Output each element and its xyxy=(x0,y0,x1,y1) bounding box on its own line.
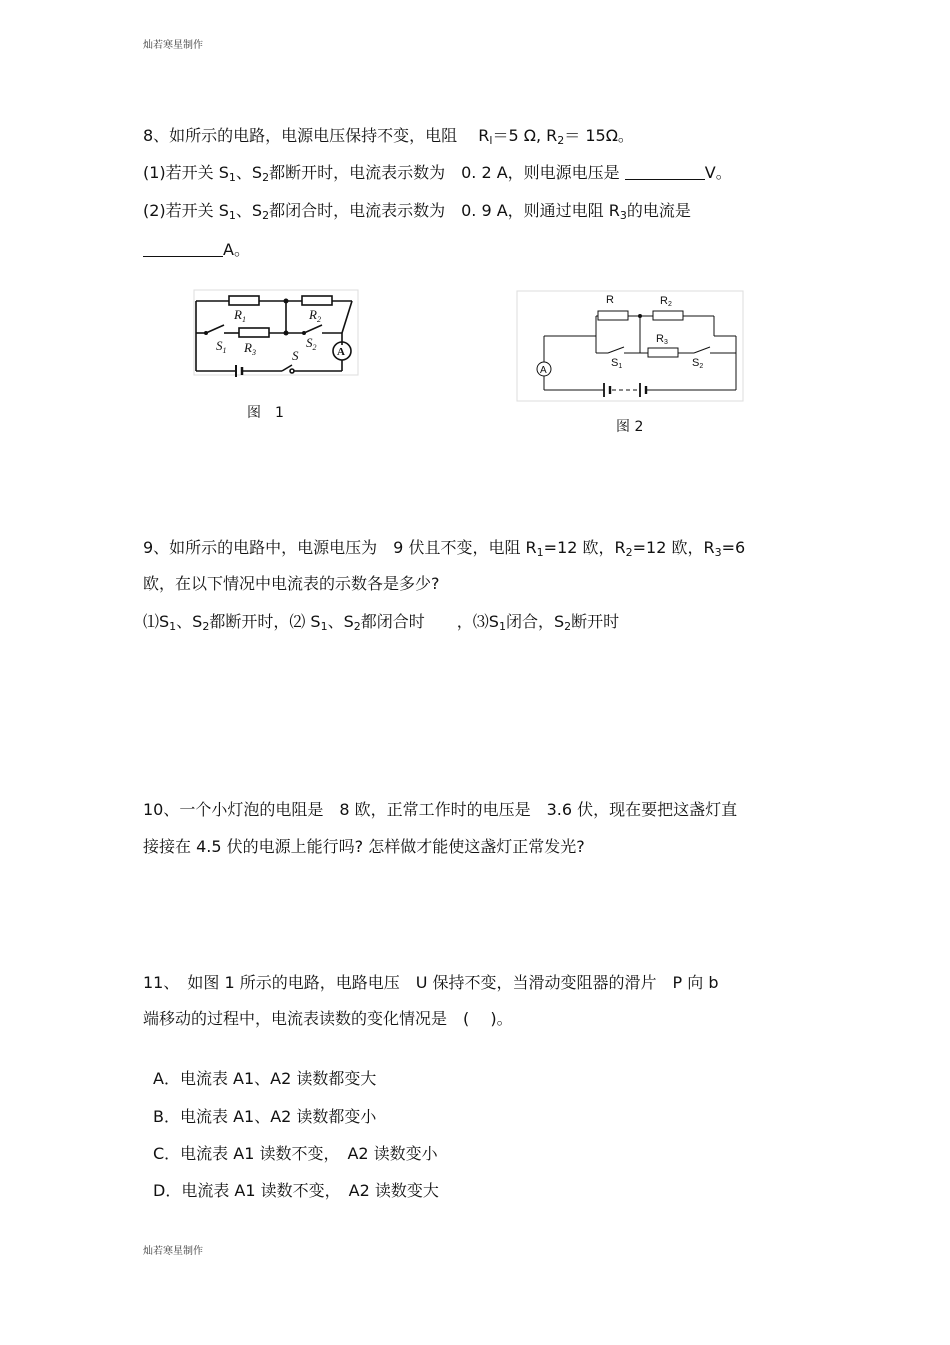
label-s1: $S_1$ xyxy=(216,338,227,355)
label-ammeter-fig2: A xyxy=(540,365,547,376)
q8-line-4: A。 xyxy=(143,240,250,260)
label-r2-fig2: R2 xyxy=(660,295,672,308)
q11-line-2: 端移动的过程中，电流表读数的变化情况是 ( )。 xyxy=(143,1009,513,1028)
q9-line-3: $⑴S_1$、$S_2$都断开时，⑵ $S_1$、$S_2$都闭合时 ，$⑶S_1$闭合，$S_2$断开时 xyxy=(143,612,620,633)
resistor-r xyxy=(598,311,628,320)
page-header: 灿若寒星制作 xyxy=(143,40,203,51)
label-s: S xyxy=(292,348,299,363)
resistor-r1 xyxy=(229,296,259,305)
label-r2: $R_2$ xyxy=(309,307,321,324)
label-r-fig2: R xyxy=(606,294,614,306)
circuit-figure-2 xyxy=(516,289,746,404)
figure-1-caption: 图 1 xyxy=(247,405,284,421)
label-s2: $S_2$ xyxy=(306,335,317,352)
switch-s1 xyxy=(206,325,224,333)
q10-line-1: 10、一个小灯泡的电阻是 8 欧，正常工作时的电压是 3.6 伏，现在要把这盏灯直 xyxy=(143,800,738,819)
q8-line-1: 8、如所示的电路，电源电压保持不变，电阻 $R_l=5$ Ω, $R_2= 15\Omega$。 xyxy=(143,126,634,147)
q8-line-2: (1)若开关 $S_1$、$S_2$都断开时，电流表示数为 0. 2 A，则电源电压是 V。 xyxy=(143,163,732,184)
label-r3-fig2: R3 xyxy=(656,333,668,346)
label-s1-fig2: S1 xyxy=(611,357,623,370)
switch-s1-fig2 xyxy=(608,347,624,353)
resistor-r3 xyxy=(239,328,269,337)
q9-line-2: 欧，在以下情况中电流表的示数各是多少? xyxy=(143,574,440,593)
answer-blank-voltage xyxy=(625,165,705,180)
option-d: D．电流表 A1 读数不变， A2 读数变大 xyxy=(153,1181,439,1200)
option-c: C．电流表 A1 读数不变， A2 读数变小 xyxy=(153,1144,438,1163)
q10-line-2: 接接在 4.5 伏的电源上能行吗? 怎样做才能使这盏灯正常发光? xyxy=(143,837,585,856)
q8-line-3: (2)若开关 $S_1$、$S_2$都闭合时，电流表示数为 0. 9 A，则通过电阻 $R_3$的电流是 xyxy=(143,201,691,222)
page-footer: 灿若寒星制作 xyxy=(143,1246,203,1257)
switch-s2 xyxy=(304,325,322,333)
label-r3: $R_3$ xyxy=(244,340,256,357)
option-a: A．电流表 A1、A2 读数都变大 xyxy=(153,1069,377,1088)
resistor-r3-fig2 xyxy=(648,348,678,357)
option-b: B．电流表 A1、A2 读数都变小 xyxy=(153,1107,377,1126)
q9-line-1: 9、如所示的电路中，电源电压为 9 伏且不变，电阻 $R_1=12$ 欧，$R_2=12$ 欧，$R_3=6$ xyxy=(143,538,746,559)
answer-blank-current xyxy=(143,242,223,257)
label-r1: $R_1$ xyxy=(234,307,246,324)
label-ammeter: A xyxy=(337,346,345,358)
figure-2-caption: 图 2 xyxy=(616,419,644,435)
q11-line-1: 11、 如图 1 所示的电路，电路电压 U 保持不变，当滑动变阻器的滑片 P 向 b xyxy=(143,973,719,992)
circuit-figure-1 xyxy=(192,289,362,379)
resistor-r2 xyxy=(302,296,332,305)
resistor-r2-fig2 xyxy=(653,311,683,320)
switch-s-fig2 xyxy=(694,347,710,353)
label-s-fig2: S2 xyxy=(692,357,704,370)
